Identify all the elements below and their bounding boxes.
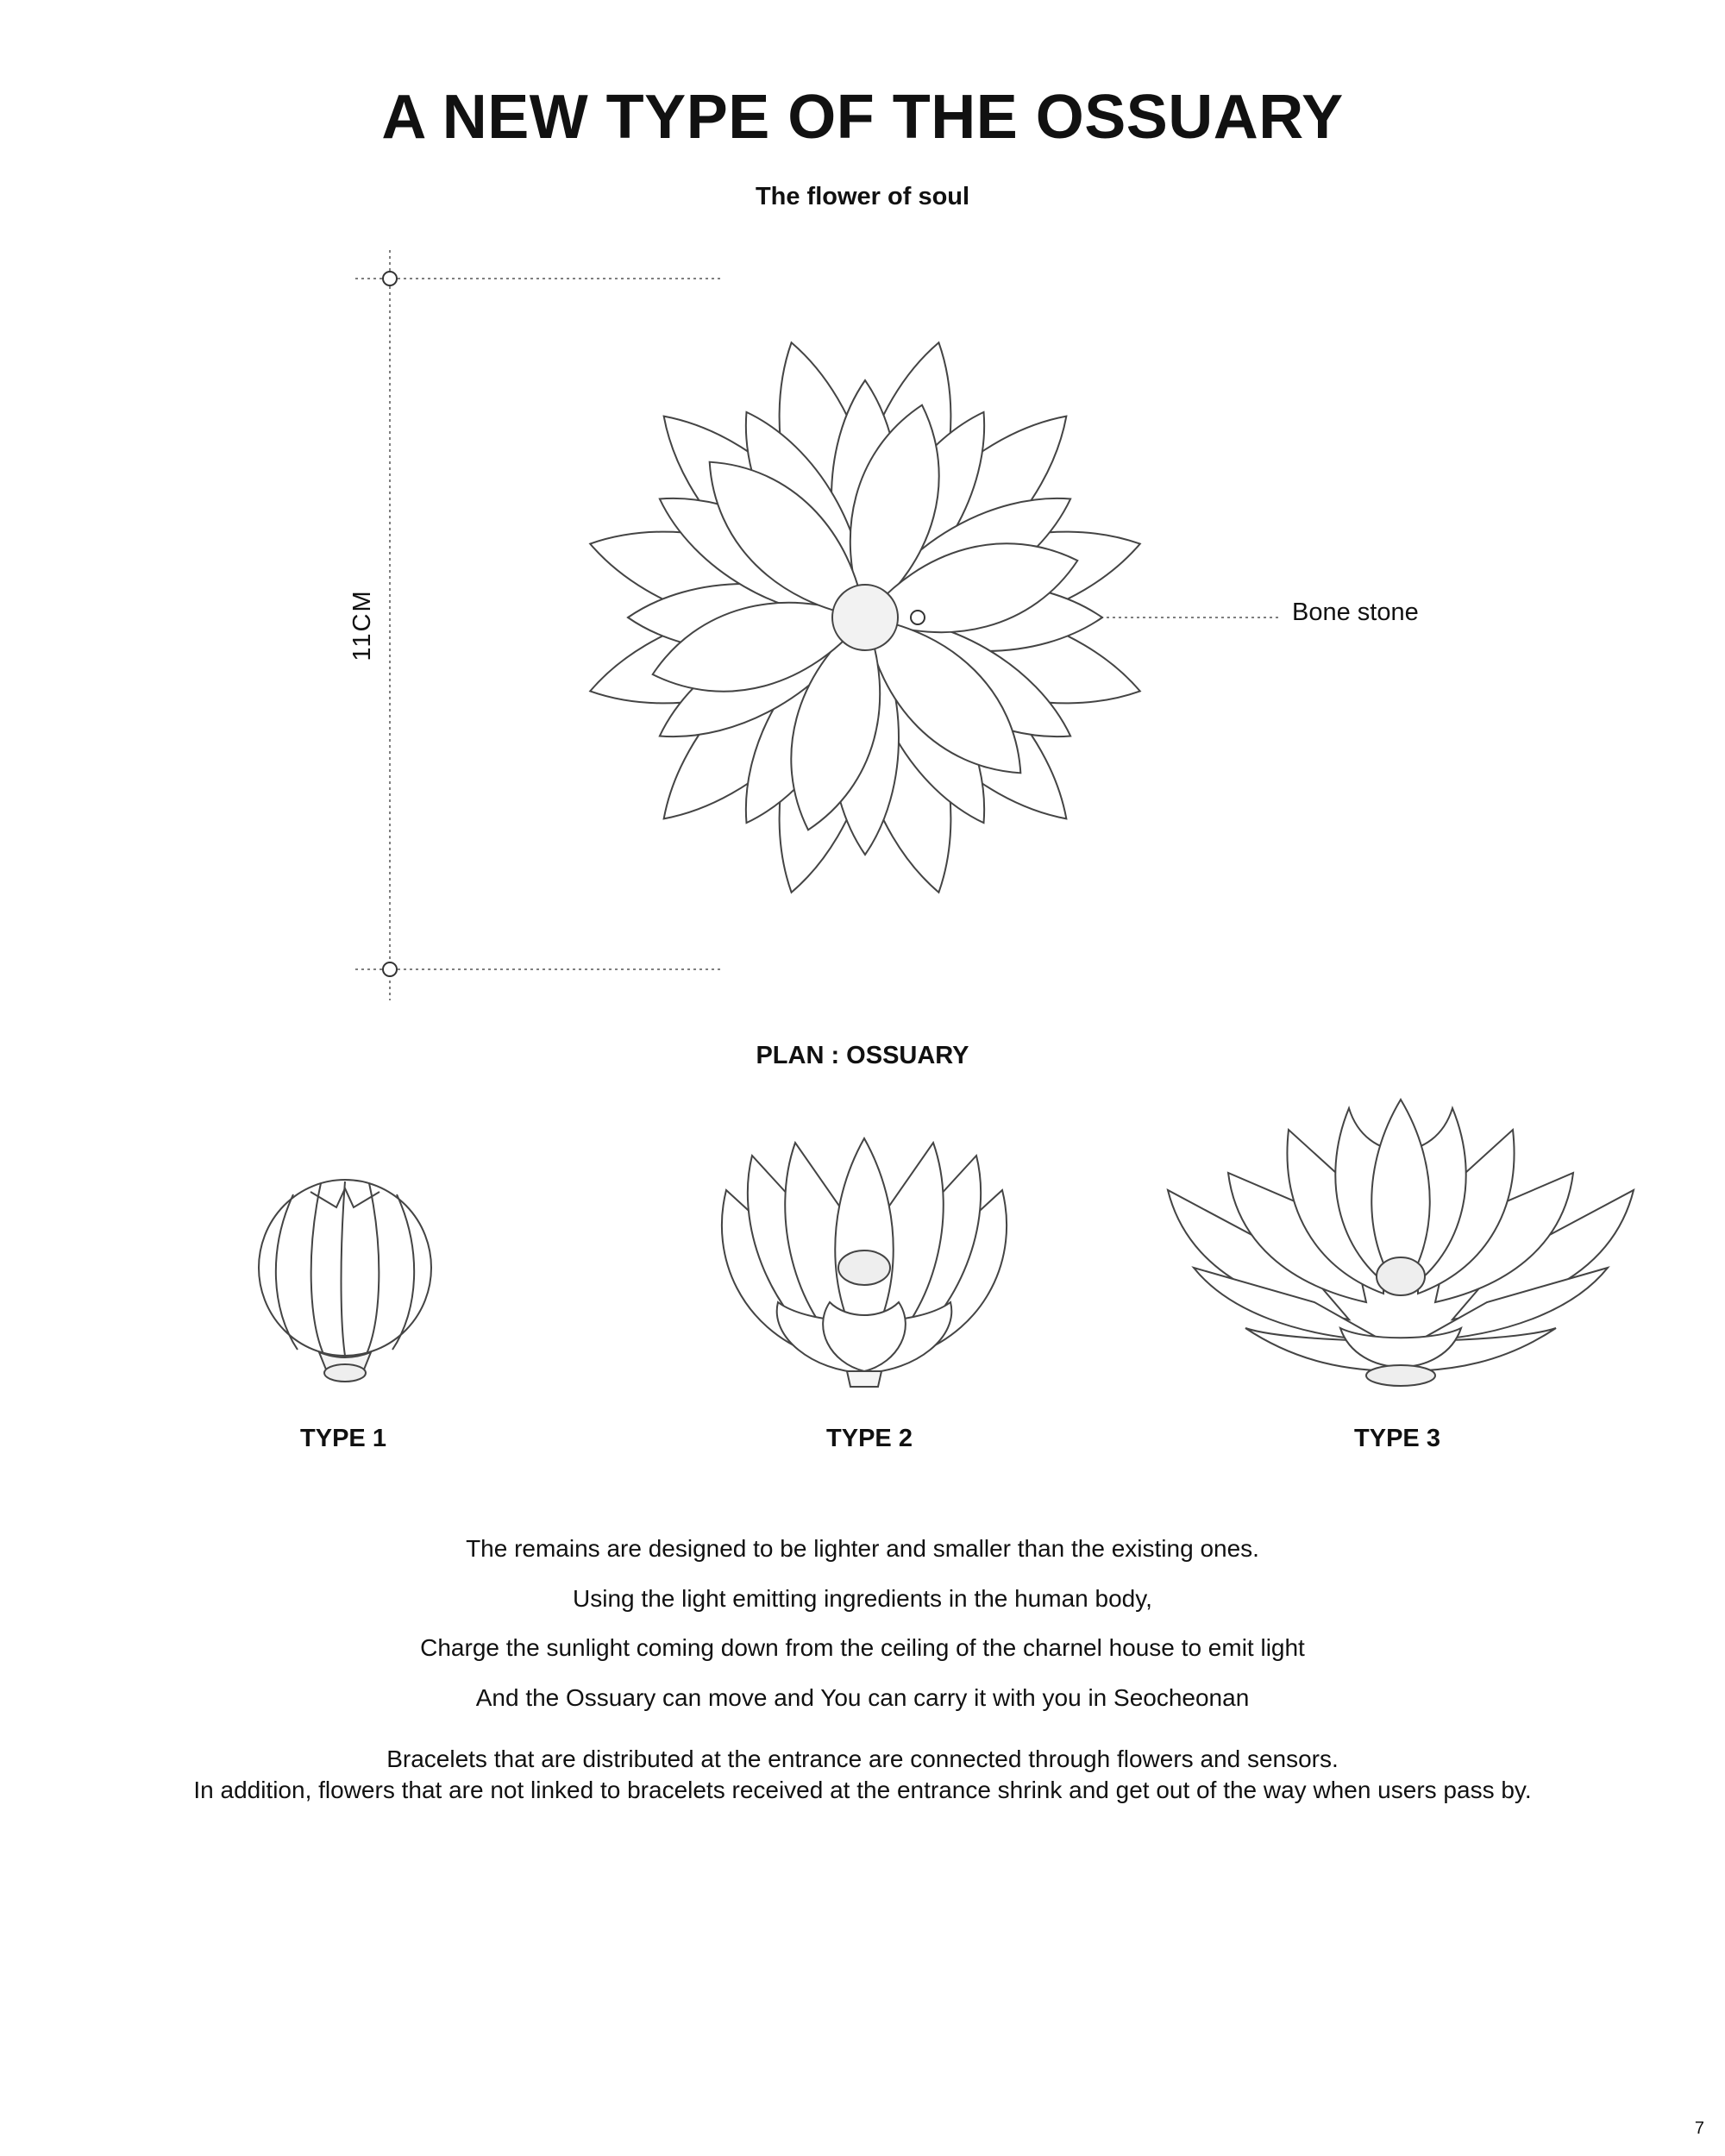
type-1-label: TYPE 1 [300, 1425, 386, 1452]
description-paragraph-2-line-2: In addition, flowers that are not linked to bracelets received at the entrance shrink and get out of the way when users pass by. [193, 1777, 1532, 1803]
description-paragraph-2-line-1: Bracelets that are distributed at the entrance are connected through flowers and sensors. [386, 1745, 1339, 1772]
description-line-4: And the Ossuary can move and You can carry it with you in Seocheonan [475, 1684, 1250, 1711]
page-title: A NEW TYPE OF THE OSSUARY [381, 83, 1344, 152]
description-line-1: The remains are designed to be lighter and smaller than the existing ones. [466, 1535, 1259, 1562]
type-2-label: TYPE 2 [826, 1425, 913, 1452]
page-subtitle: The flower of soul [755, 183, 970, 210]
page-number: 7 [1694, 2119, 1704, 2138]
type-3-label: TYPE 3 [1354, 1425, 1440, 1452]
description-line-3: Charge the sunlight coming down from the ceiling of the charnel house to emit light [420, 1634, 1305, 1661]
plan-caption: PLAN : OSSUARY [756, 1042, 969, 1069]
bone-stone-callout: Bone stone [1292, 599, 1419, 626]
description-line-2: Using the light emitting ingredients in the human body, [573, 1585, 1152, 1612]
dimension-label: 11CM [348, 589, 376, 661]
